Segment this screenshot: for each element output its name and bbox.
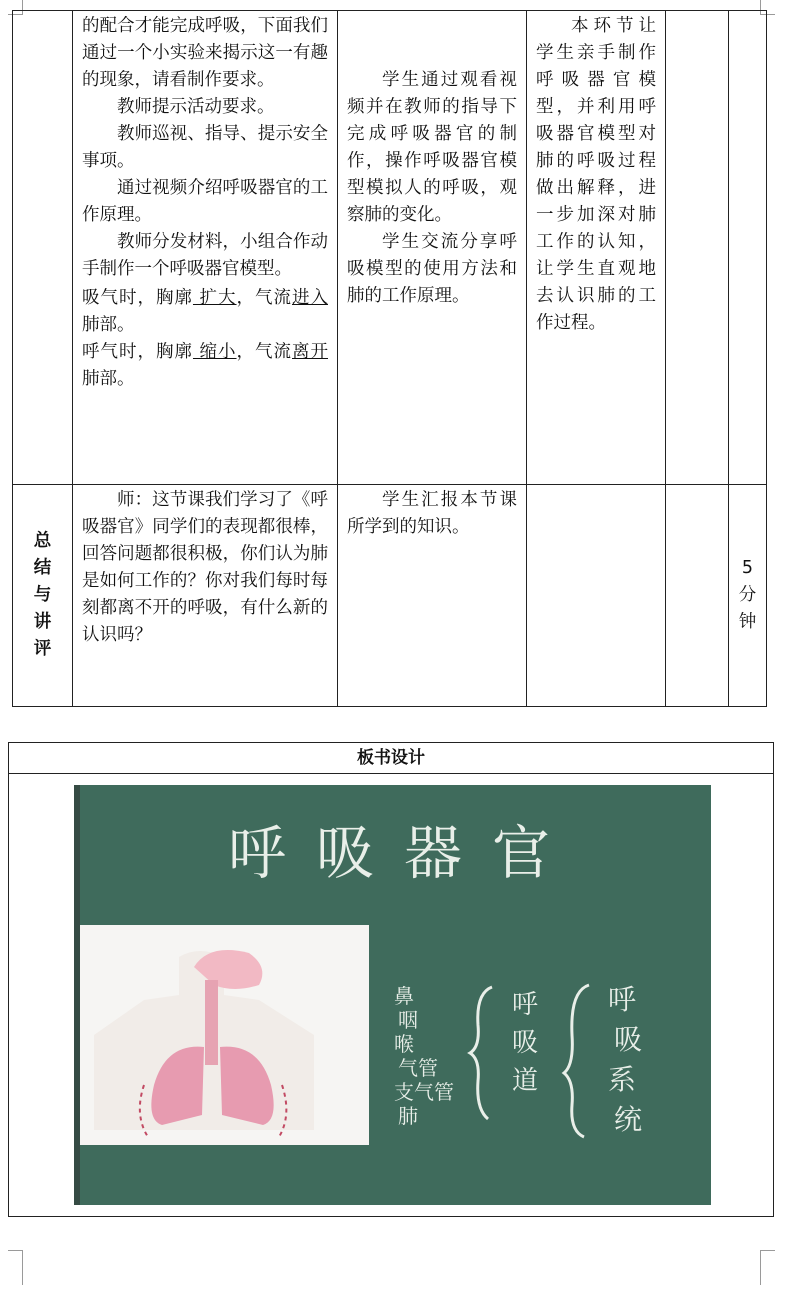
teacher-activity-cell	[73, 11, 338, 485]
design-intent-cell	[527, 11, 666, 485]
paragraph: 学生交流分享呼吸模型的使用方法和肺的工作原理。	[347, 232, 517, 306]
fill-blank-answer: 进入	[292, 288, 328, 308]
vertical-char: 5	[741, 558, 754, 578]
board-edge	[74, 785, 80, 1205]
organ-label: 鼻	[394, 984, 414, 1008]
paragraph: 学生通过观看视频并在教师的指导下完成呼吸器官的制作，操作呼吸器官模型模拟人的呼吸，观察肺的变化。	[347, 70, 517, 225]
organ-label: 喉	[394, 1032, 414, 1056]
paragraph: 教师分发材料，小组合作动手制作一个呼吸器官模型。	[82, 232, 328, 279]
respiratory-tract-label	[512, 990, 538, 1096]
table-row	[13, 485, 767, 707]
lesson-plan-table	[12, 10, 767, 707]
organ-label: 支气管	[394, 1080, 454, 1104]
organ-label: 咽	[398, 1008, 418, 1032]
trachea-illustration	[205, 980, 218, 1065]
paragraph: 学生汇报本节课所学到的知识。	[347, 490, 517, 537]
student-activity-cell	[338, 11, 527, 485]
paragraph: 本环节让学生亲手制作呼吸器官模型，并利用呼吸器官模型对肺的呼吸过程做出解释，进一步加深对肺工作的认知，让学生直观地去认识肺的工作过程。	[536, 16, 656, 333]
design-intent-cell	[527, 485, 666, 707]
fill-text: 呼气时，胸廓	[82, 342, 193, 362]
paragraph: 通过视频介绍呼吸器官的工作原理。	[82, 178, 328, 225]
vertical-char: 与	[33, 585, 52, 605]
empty-cell	[666, 485, 729, 707]
system-label-char: 呼	[608, 983, 637, 1016]
teacher-activity-cell	[73, 485, 338, 707]
board-heading-呼吸器官: 呼吸器官	[227, 819, 581, 887]
vertical-char: 评	[33, 639, 52, 659]
organ-label: 肺	[398, 1104, 418, 1128]
fill-blank-answer: 离开	[292, 342, 328, 362]
tract-label-char: 吸	[512, 1028, 539, 1058]
paragraph: 教师巡视、指导、提示安全事项。	[82, 124, 328, 171]
table-row	[13, 11, 767, 485]
time-cell	[729, 11, 767, 485]
fill-blank-answer: 扩大	[192, 288, 237, 308]
organ-label: 气管	[398, 1056, 438, 1080]
vertical-char: 结	[33, 558, 52, 578]
vertical-char: 总	[33, 531, 52, 551]
system-label-char: 吸	[614, 1023, 643, 1056]
system-label-char: 系	[608, 1063, 637, 1096]
page-corner-mark	[760, 1250, 775, 1285]
fill-text: ，气流	[236, 288, 292, 308]
time-cell	[729, 485, 767, 707]
board-design-section	[8, 742, 774, 1217]
vertical-char: 讲	[33, 612, 52, 632]
blackboard-photo	[74, 785, 711, 1205]
fill-text: 吸气时，胸廓	[82, 288, 193, 308]
fill-blank-inhale	[82, 285, 328, 339]
fill-text: ，气流	[236, 342, 292, 362]
paragraph: 的配合才能完成呼吸，下面我们通过一个小实验来揭示这一有趣的现象，请看制作要求。	[82, 16, 328, 90]
stage-cell	[13, 11, 73, 485]
diagram-card	[80, 925, 369, 1145]
fill-blank-answer: 缩小	[192, 342, 237, 362]
vertical-char: 钟	[738, 612, 757, 632]
student-activity-cell	[338, 485, 527, 707]
tract-label-char: 呼	[512, 990, 539, 1020]
fill-text: 肺部。	[82, 369, 135, 389]
stage-cell	[13, 485, 73, 707]
board-design-title: 板书设计	[9, 743, 773, 774]
fill-text: 肺部。	[82, 315, 135, 335]
system-label-char: 统	[614, 1103, 643, 1136]
empty-cell	[666, 11, 729, 485]
paragraph: 师：这节课我们学习了《呼吸器官》同学们的表现都很棒，回答问题都很积极，你们认为肺是如何工作的？你对我们每时每刻都离不开的呼吸，有什么新的认识吗？	[82, 490, 328, 645]
vertical-char: 分	[738, 585, 757, 605]
tract-label-char: 道	[512, 1066, 539, 1096]
paragraph: 教师提示活动要求。	[117, 97, 275, 117]
page-corner-mark	[8, 1250, 23, 1285]
fill-blank-exhale	[82, 339, 328, 393]
blackboard-photo-drawing	[74, 785, 711, 1205]
